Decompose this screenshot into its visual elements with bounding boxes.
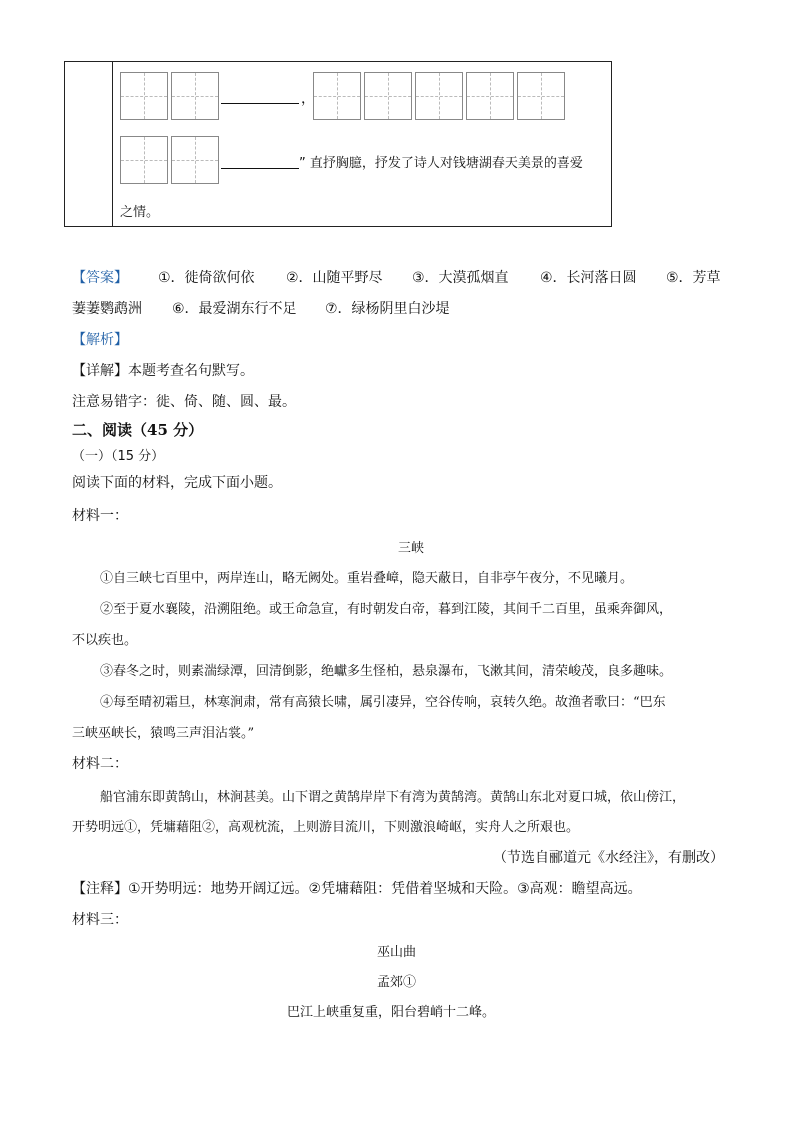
analysis-label: 【解析】	[72, 332, 128, 348]
writing-box[interactable]	[313, 72, 361, 120]
row2-text: ” 直抒胸臆，抒发了诗人对钱塘湖春天美景的喜爱	[299, 156, 583, 171]
section-instruction: 阅读下面的材料，完成下面小题。	[72, 475, 282, 491]
material2-label: 材料二：	[72, 756, 128, 772]
answer-label: 【答案】	[72, 270, 128, 286]
section-title: 二、阅读（45 分）	[72, 421, 204, 439]
writing-box[interactable]	[171, 136, 219, 184]
poem-line: 巴江上峡重复重，阳台碧峭十二峰。	[287, 1005, 496, 1020]
writing-box[interactable]	[517, 72, 565, 120]
material1-paragraph: ③春冬之时，则素湍绿潭，回清倒影，绝巘多生怪柏，悬泉瀑布，飞漱其间，清荣峻茂，良多趣味。	[100, 664, 673, 679]
answer-underline[interactable]	[221, 103, 299, 104]
comma: ，	[301, 91, 315, 107]
poem-author: 孟郊①	[377, 975, 417, 990]
analysis-note: 注意易错字：徙、倚、随、圆、最。	[72, 394, 296, 410]
material1-paragraph: ②至于夏水襄陵，沿溯阻绝。或王命急宣，有时朝发白帝，暮到江陵，其间千二百里，虽乘奔御风，	[100, 602, 673, 617]
material1-label: 材料一：	[72, 508, 128, 524]
answer-item: ⑦．绿杨阴里白沙堤	[325, 301, 450, 317]
material1-paragraph: ④每至晴初霜旦，林寒涧肃，常有高猿长啸，属引凄异，空谷传响，哀转久绝。故渔者歌曰：“巴东	[100, 695, 666, 710]
analysis-detail: 【详解】本题考查名句默写。	[72, 363, 254, 379]
answer-item: ②．山随平野尽	[286, 270, 383, 286]
row3-text: 之情。	[120, 205, 160, 220]
material2-paragraph: 船官浦东即黄鹄山，林涧甚美。山下谓之黄鹄岸岸下有湾为黄鹄湾。黄鹄山东北对夏口城，依山傍江，	[100, 790, 686, 805]
answer-item: ⑥．最爱湖东行不足	[172, 301, 297, 317]
material1-title: 三峡	[398, 541, 425, 556]
material1-paragraph: 不以疾也。	[72, 633, 138, 648]
answer-item: ①．徙倚欲何依	[158, 270, 255, 286]
material3-label: 材料三：	[72, 912, 128, 928]
writing-box[interactable]	[120, 136, 168, 184]
writing-box[interactable]	[364, 72, 412, 120]
writing-box[interactable]	[171, 72, 219, 120]
material1-paragraph: ①自三峡七百里中，两岸连山，略无阙处。重岩叠嶂，隐天蔽日，自非亭午夜分，不见曦月。	[100, 571, 634, 586]
material2-paragraph: 开势明远①，凭墉藉阻②，高观枕流，上则游目流川，下则激浪崎岖，实舟人之所艰也。	[72, 820, 580, 835]
answer-underline[interactable]	[221, 168, 299, 169]
answer-item: ④．长河落日圆	[540, 270, 637, 286]
material2-source: （节选自郦道元《水经注》，有删改）	[493, 850, 724, 866]
writing-box[interactable]	[415, 72, 463, 120]
material1-paragraph: 三峡巫峡长，猿鸣三声泪沾裳。”	[72, 726, 255, 741]
annotation-notes: 【注释】①开势明远：地势开阔辽远。②凭墉藉阻：凭借着坚城和天险。③高观：瞻望高远。	[72, 881, 642, 897]
answer-item: ⑤．芳草	[666, 270, 721, 286]
writing-box[interactable]	[466, 72, 514, 120]
table-left-cell	[65, 62, 113, 226]
poem-title: 巫山曲	[377, 945, 417, 960]
fill-in-table	[64, 61, 612, 227]
section-sub: （一）（15 分）	[72, 449, 165, 464]
answer-item: ③．大漠孤烟直	[412, 270, 509, 286]
answer-continuation: 萋萋鹦鹉洲	[72, 301, 142, 317]
writing-box[interactable]	[120, 72, 168, 120]
